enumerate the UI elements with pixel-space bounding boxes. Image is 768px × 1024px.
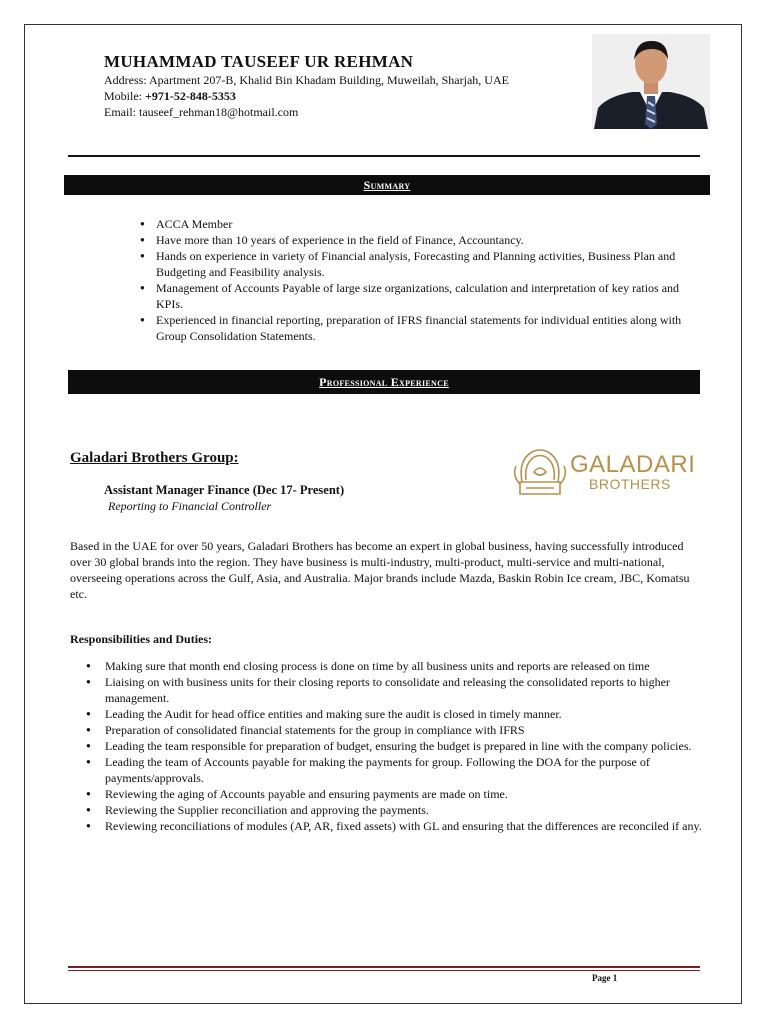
list-item: ● Reviewing the aging of Accounts payable and ensuring payments are made on time. bbox=[70, 786, 706, 802]
list-item: ● Preparation of consolidated financial statements for the group in compliance with IFRS bbox=[70, 722, 706, 738]
company-name: Galadari Brothers Group: bbox=[70, 450, 239, 466]
profile-photo bbox=[592, 34, 710, 129]
list-item: ● Reviewing reconciliations of modules (AP, AR, fixed assets) with GL and ensuring that the differences are reconciled if any. bbox=[70, 818, 706, 834]
mobile-label: Mobile: bbox=[104, 89, 145, 103]
list-item: ● Hands on experience in variety of Financial analysis, Forecasting and Planning activities, Business Plan and Budgeting and Feasibility analysis. bbox=[116, 248, 706, 280]
footer-rule bbox=[68, 966, 700, 968]
experience-heading: Professional Experience bbox=[319, 374, 449, 389]
experience-section-bar bbox=[68, 370, 700, 394]
list-item: ● Leading the team of Accounts payable for making the payments for group. Following the DOA for the purpose of payments/approvals. bbox=[70, 754, 706, 786]
logo-emblem-icon bbox=[512, 442, 568, 502]
company-description: Based in the UAE for over 50 years, Galadari Brothers has become an expert in global business, having successfully introduced over 30 global brands into the region. They have business is multi-industry, multi-product, multi-service and multi-national, overseeing operations across the Gulf, Asia, and Australia. Major brands include Mazda, Baskin Robin Ice cream, JBC, Komatsu etc. bbox=[70, 539, 690, 601]
logo-text-galadari: GALADARI bbox=[570, 451, 696, 478]
list-item: ● Management of Accounts Payable of large size organizations, calculation and interpretation of key ratios and KPIs. bbox=[116, 280, 706, 312]
mobile bbox=[104, 88, 236, 104]
email: Email: tauseef_rehman18@hotmail.com bbox=[104, 105, 299, 119]
list-item: ● ACCA Member bbox=[116, 216, 706, 232]
galadari-logo bbox=[512, 442, 708, 502]
header-rule bbox=[68, 155, 700, 157]
page-number: Page 1 bbox=[592, 973, 618, 983]
summary-section-bar bbox=[64, 175, 710, 195]
logo-text-brothers: BROTHERS bbox=[589, 476, 671, 492]
responsibilities-heading: Responsibilities and Duties: bbox=[70, 632, 213, 646]
list-item: ● Leading the Audit for head office entities and making sure the audit is closed in timely manner. bbox=[70, 706, 706, 722]
page-border bbox=[24, 24, 742, 1004]
job-title: Assistant Manager Finance (Dec 17- Present) bbox=[104, 483, 345, 497]
list-item: ● Experienced in financial reporting, preparation of IFRS financial statements for individual entities along with Group Consolidation Statements. bbox=[116, 312, 706, 344]
footer-rule-thin bbox=[68, 970, 700, 971]
list-item: ● Making sure that month end closing process is done on time by all business units and reports are released on time bbox=[70, 658, 706, 674]
candidate-name: MUHAMMAD TAUSEEF UR REHMAN bbox=[104, 52, 414, 71]
address: Address: Apartment 207-B, Khalid Bin Khadam Building, Muweilah, Sharjah, UAE bbox=[104, 73, 509, 87]
summary-heading: Summary bbox=[363, 177, 411, 192]
reporting-line: Reporting to Financial Controller bbox=[108, 499, 272, 513]
responsibilities-list bbox=[70, 658, 706, 834]
list-item: ● Have more than 10 years of experience in the field of Finance, Accountancy. bbox=[116, 232, 706, 248]
mobile-number: +971-52-848-5353 bbox=[145, 89, 236, 103]
summary-list bbox=[116, 216, 706, 344]
list-item: ● Liaising on with business units for their closing reports to consolidate and releasing the consolidated reports to higher management. bbox=[70, 674, 706, 706]
list-item: ● Reviewing the Supplier reconciliation and approving the payments. bbox=[70, 802, 706, 818]
list-item: ● Leading the team responsible for preparation of budget, ensuring the budget is prepared in line with the company policies. bbox=[70, 738, 706, 754]
